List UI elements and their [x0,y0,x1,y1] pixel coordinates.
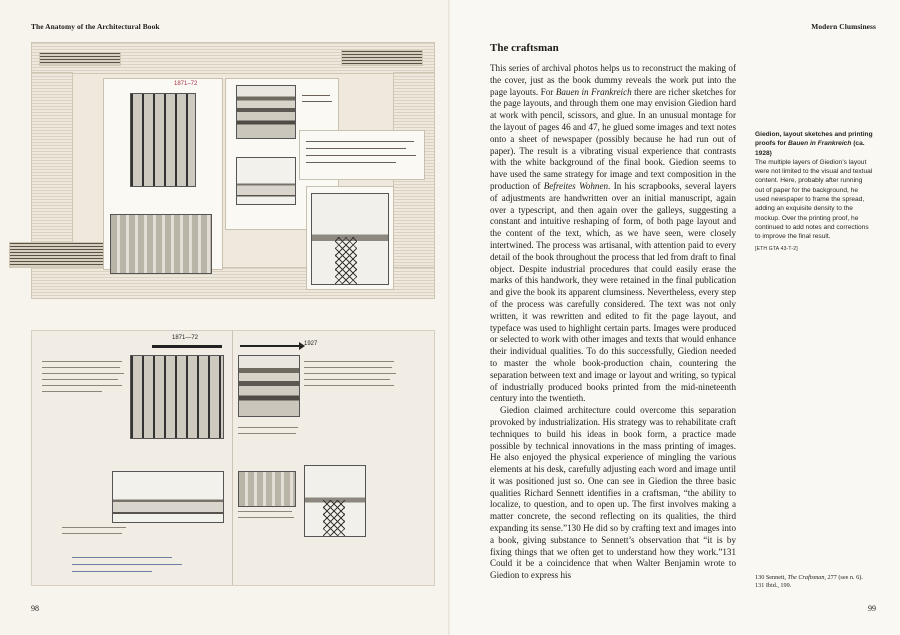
footnote-text: Ibid., 199. [765,582,792,590]
year-label-b: 1927 [304,341,318,347]
handwriting [72,564,182,565]
caption-text: The multiple layers of Giedion’s layout were not limited to the visual and textual content. Here, probably after running out of paper for the background, he used newspaper to frame the spread, adding an exquisite density to the mockup. Over the printing proof, he continued to add notes and corrections to improve the final result. [755,158,873,241]
body-text [490,63,736,582]
footnote-text: , 277 (see n. 6). [824,574,863,581]
arrow-icon [240,345,300,347]
page-number-left: 98 [31,604,39,613]
proof-text-line [42,379,118,380]
body-run: Giedion claimed architecture could overcome this separation provoked by industrialization. His strategy was to rehabilitate craft techniques to build his ideas in book form, a practice made possible by technical innovations in the mass printing of images. He also enjoyed the physical experience of mingling the various elements at his desk, carefully adjusting each word and image until it was positioned just so. One can see in Giedion the three basic qualities Richard Sennett identifies in a craftsman, “the ability to localize, to question, and to open up. The first involves making a matter concrete, the second reflecting on its qualities, the third expanding its sense.”130 He did so by crafting text and images into a book, giving substance to Sennett’s observation that “it is by fixing things that we often get to understand how they work.”131 Could it be a coincidence that when Walter Benjamin wrote to Giedion to express his [490,405,736,581]
book-title: Befreites Wohnen [543,180,609,191]
handwriting [306,141,414,142]
newspaper-clipping [9,242,111,268]
proof-text-line [238,511,292,512]
caption-book-title: Bauen in Frankreich [787,140,852,148]
photo-modern-building [236,85,296,139]
photo-iron-frame [130,93,196,187]
caption-reference: [ETH GTA 43-T-2] [755,245,798,252]
caption-title [755,130,873,158]
photo-bridge [304,465,366,537]
text-note [299,130,425,180]
newspaper-headline [39,52,121,66]
book-title: Bauen in Frankreich [555,86,632,97]
proof-text-line [42,361,122,362]
proof-text-line [238,433,296,434]
layout-sheet-left [103,78,223,270]
photo-iron-frame [130,355,224,439]
proof-text-line [238,427,298,428]
proof-text-line [42,385,122,386]
proof-bar [152,345,222,348]
handwriting [306,148,406,149]
figure-newspaper-collage [31,42,433,297]
year-label-a: 1871—72 [172,335,199,341]
photo-building-section [112,471,224,523]
body-run: . In his scrapbooks, several layers of adjustments are handwritten over an initial manuscript, again over a typescript, and then again over the galleys, suggesting a constant and intuitive reshaping of form, of both page layout and the content of the text, which, as we have seen, were closely intertwined. The process was artisanal, with attention paid to every detail of the book throughout the process that led from draft to final object. Despite industrial procedures that could easily erase the marks of this handwork, they were retained in the final publication and give the book its apparent clumsiness. Nevertheless, every step of the process was carefully considered. The text was not only written, it was rewritten and edited to fit the page layout, and typeface was used to highlight certain parts. Images were produced or selected to work with other images and texts that would enhance their individual qualities. To do this successfully, Giedion needed to master the whole book-production chain, countering the separation between text and image or layout and writing, so typical of industrially produced books printed from the mid-nineteenth century into the twentieth. [490,180,736,404]
footnote-text: Sennett, [765,574,788,581]
photo-building-section [236,157,296,205]
proof-text-line [42,391,102,392]
handwriting [302,101,332,102]
photo-modern-building [238,355,300,417]
footnote-book-title: The Craftsman [787,574,825,581]
handwriting [302,95,330,96]
footnote-number: 130 [755,574,766,581]
proof-text-line [304,373,396,374]
proof-text-line [42,367,120,368]
photo-industrial [238,471,296,507]
year-label-a: 1871–72 [174,81,198,87]
caption-date: (ca. 1928) [755,140,865,157]
spread-fold [232,331,233,585]
footnote [755,582,885,590]
footnotes [755,574,885,591]
running-head-left: The Anatomy of the Architectural Book [31,22,160,31]
photo-industrial [110,214,212,274]
newspaper-headline [341,50,423,66]
proof-text-line [304,361,394,362]
body-run: This series of archival photos helps us to reconstruct the making of the cover, just as the book dummy reveals the work put into the page layouts. For [490,63,736,97]
footnote [755,574,885,582]
proof-text-line [238,517,294,518]
figure-caption [755,130,873,254]
caption-title-text: Giedion, layout sketches and printing proofs for [755,131,873,148]
newspaper-strip-left [31,72,73,269]
proof-text-line [304,367,392,368]
layout-sheet-bridge [306,186,394,290]
figure-printing-proof [31,330,435,586]
proof-text-line [42,373,124,374]
footnote-number: 131 [755,582,766,590]
proof-text-line [304,385,394,386]
section-heading: The craftsman [490,42,559,54]
handwriting [306,155,416,156]
running-head-right: Modern Clumsiness [811,22,876,31]
proof-text-line [62,527,126,528]
handwriting [72,557,172,558]
proof-text-line [62,533,122,534]
handwriting [306,162,396,163]
body-paragraph [490,63,736,405]
body-paragraph [490,405,736,582]
photo-bridge [311,193,389,285]
proof-text-line [304,379,390,380]
handwriting [72,571,152,572]
body-run: there are richer sketches for the page layouts, and through them one may envision Giedion hard at work with pencil, scissors, and glue. In an unusual montage for the layout of pages 46 and 47, he glued some images and text notes onto a sheet of newspaper (possibly because he had run out of paper). The result is a vibrating visual experience that contrasts with the white background of the final book. Giedion seems to have used the same strategy for image and text composition in the production of [490,86,736,191]
page-number-right: 99 [868,604,876,613]
